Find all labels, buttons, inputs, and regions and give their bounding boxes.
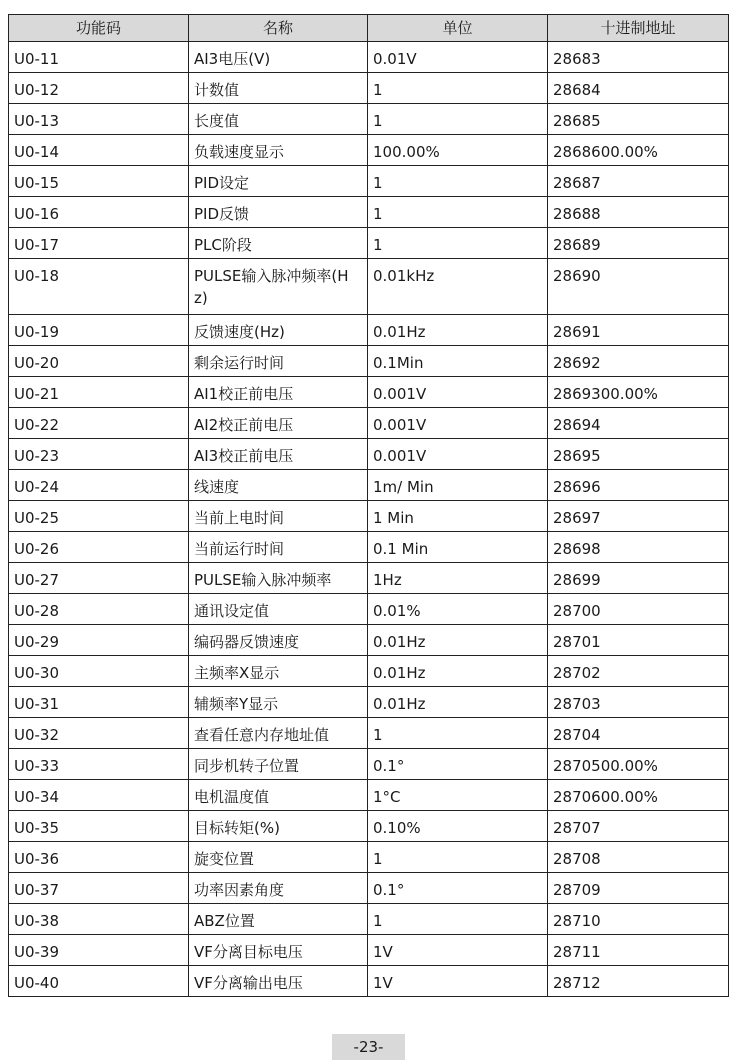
table-row: [9, 42, 729, 73]
cell-function-code: U0-28: [9, 594, 189, 625]
cell-function-code: U0-36: [9, 842, 189, 873]
table-row: [9, 259, 729, 315]
table-row: [9, 594, 729, 625]
table-row: [9, 470, 729, 501]
cell-name: 线速度: [189, 470, 368, 501]
cell-decimal-address: 28697: [548, 501, 729, 532]
cell-name: 负载速度显示: [189, 135, 368, 166]
table-row: [9, 315, 729, 346]
cell-function-code: U0-19: [9, 315, 189, 346]
cell-name: 旋变位置: [189, 842, 368, 873]
cell-function-code: U0-13: [9, 104, 189, 135]
cell-unit: 1: [368, 718, 548, 749]
cell-decimal-address: 28689: [548, 228, 729, 259]
table-row: [9, 377, 729, 408]
cell-function-code: U0-34: [9, 780, 189, 811]
cell-decimal-address: 28692: [548, 346, 729, 377]
cell-name: VF分离目标电压: [189, 935, 368, 966]
table-body: [9, 42, 729, 997]
cell-function-code: U0-16: [9, 197, 189, 228]
cell-unit: 0.01Hz: [368, 625, 548, 656]
cell-unit: 0.001V: [368, 439, 548, 470]
table-row: [9, 687, 729, 718]
table-header-row: [9, 15, 729, 42]
table-row: [9, 135, 729, 166]
cell-function-code: U0-27: [9, 563, 189, 594]
table-row: [9, 718, 729, 749]
cell-unit: 100.00%: [368, 135, 548, 166]
cell-name: 主频率X显示: [189, 656, 368, 687]
table-row: [9, 197, 729, 228]
cell-function-code: U0-35: [9, 811, 189, 842]
cell-decimal-address: 28711: [548, 935, 729, 966]
cell-unit: 0.10%: [368, 811, 548, 842]
cell-decimal-address: 28702: [548, 656, 729, 687]
table-row: [9, 656, 729, 687]
cell-decimal-address: 28698: [548, 532, 729, 563]
cell-decimal-address: 28695: [548, 439, 729, 470]
cell-decimal-address: 2869300.00%: [548, 377, 729, 408]
page-number: -23-: [332, 1034, 405, 1060]
cell-decimal-address: 28700: [548, 594, 729, 625]
cell-function-code: U0-23: [9, 439, 189, 470]
cell-unit: 1°C: [368, 780, 548, 811]
cell-decimal-address: 28687: [548, 166, 729, 197]
cell-decimal-address: 28696: [548, 470, 729, 501]
cell-decimal-address: 28694: [548, 408, 729, 439]
cell-function-code: U0-38: [9, 904, 189, 935]
cell-function-code: U0-30: [9, 656, 189, 687]
table-row: [9, 811, 729, 842]
header-decimal-address: 十进制地址: [548, 15, 729, 42]
cell-name: PULSE输入脉冲频率: [189, 563, 368, 594]
cell-name: PID反馈: [189, 197, 368, 228]
table-row: [9, 749, 729, 780]
cell-function-code: U0-24: [9, 470, 189, 501]
cell-function-code: U0-22: [9, 408, 189, 439]
cell-function-code: U0-18: [9, 259, 189, 315]
cell-name: 反馈速度(Hz): [189, 315, 368, 346]
cell-unit: 1: [368, 842, 548, 873]
table-row: [9, 966, 729, 997]
cell-name: 目标转矩(%): [189, 811, 368, 842]
cell-unit: 1: [368, 197, 548, 228]
cell-function-code: U0-29: [9, 625, 189, 656]
cell-name: AI3电压(V): [189, 42, 368, 73]
cell-unit: 1: [368, 104, 548, 135]
table-row: [9, 904, 729, 935]
cell-name: 通讯设定值: [189, 594, 368, 625]
cell-function-code: U0-33: [9, 749, 189, 780]
cell-name: 同步机转子位置: [189, 749, 368, 780]
cell-unit: 0.1°: [368, 873, 548, 904]
table-row: [9, 228, 729, 259]
cell-unit: 1: [368, 228, 548, 259]
cell-function-code: U0-17: [9, 228, 189, 259]
table-row: [9, 873, 729, 904]
cell-name: PLC阶段: [189, 228, 368, 259]
table-row: [9, 439, 729, 470]
cell-name: 辅频率Y显示: [189, 687, 368, 718]
table-row: [9, 408, 729, 439]
cell-unit: 1: [368, 166, 548, 197]
cell-unit: 0.01kHz: [368, 259, 548, 315]
cell-name: 当前上电时间: [189, 501, 368, 532]
cell-function-code: U0-40: [9, 966, 189, 997]
cell-unit: 0.01V: [368, 42, 548, 73]
cell-decimal-address: 28709: [548, 873, 729, 904]
cell-unit: 1: [368, 73, 548, 104]
table-row: [9, 73, 729, 104]
cell-decimal-address: 28684: [548, 73, 729, 104]
table-row: [9, 563, 729, 594]
cell-name: AI2校正前电压: [189, 408, 368, 439]
table-row: [9, 501, 729, 532]
table-row: [9, 166, 729, 197]
cell-unit: 0.1°: [368, 749, 548, 780]
cell-function-code: U0-31: [9, 687, 189, 718]
cell-function-code: U0-11: [9, 42, 189, 73]
cell-unit: 0.001V: [368, 408, 548, 439]
cell-unit: 0.1Min: [368, 346, 548, 377]
cell-function-code: U0-37: [9, 873, 189, 904]
cell-unit: 0.1 Min: [368, 532, 548, 563]
parameter-table: [8, 14, 729, 997]
cell-function-code: U0-25: [9, 501, 189, 532]
cell-name: 长度值: [189, 104, 368, 135]
cell-function-code: U0-32: [9, 718, 189, 749]
cell-decimal-address: 28683: [548, 42, 729, 73]
cell-unit: 0.01Hz: [368, 656, 548, 687]
cell-name: VF分离输出电压: [189, 966, 368, 997]
cell-name: 电机温度值: [189, 780, 368, 811]
cell-function-code: U0-39: [9, 935, 189, 966]
cell-decimal-address: 28708: [548, 842, 729, 873]
cell-unit: 1 Min: [368, 501, 548, 532]
table-row: [9, 532, 729, 563]
cell-decimal-address: 28685: [548, 104, 729, 135]
cell-function-code: U0-20: [9, 346, 189, 377]
cell-function-code: U0-14: [9, 135, 189, 166]
cell-unit: 1Hz: [368, 563, 548, 594]
cell-name: PID设定: [189, 166, 368, 197]
cell-name: 编码器反馈速度: [189, 625, 368, 656]
cell-name: PULSE输入脉冲频率(Hz): [189, 259, 368, 315]
cell-name: 剩余运行时间: [189, 346, 368, 377]
cell-unit: 1: [368, 904, 548, 935]
cell-decimal-address: 28704: [548, 718, 729, 749]
cell-unit: 1m/ Min: [368, 470, 548, 501]
cell-decimal-address: 28707: [548, 811, 729, 842]
cell-decimal-address: 28710: [548, 904, 729, 935]
table-row: [9, 935, 729, 966]
table-row: [9, 842, 729, 873]
cell-unit: 0.01Hz: [368, 315, 548, 346]
cell-name: 查看任意内存地址值: [189, 718, 368, 749]
header-unit: 单位: [368, 15, 548, 42]
cell-name: 计数值: [189, 73, 368, 104]
cell-unit: 0.01Hz: [368, 687, 548, 718]
cell-unit: 1V: [368, 935, 548, 966]
cell-name: AI3校正前电压: [189, 439, 368, 470]
cell-name: 功率因素角度: [189, 873, 368, 904]
cell-name: AI1校正前电压: [189, 377, 368, 408]
cell-decimal-address: 2868600.00%: [548, 135, 729, 166]
cell-unit: 0.01%: [368, 594, 548, 625]
cell-unit: 1V: [368, 966, 548, 997]
table-row: [9, 780, 729, 811]
cell-decimal-address: 28688: [548, 197, 729, 228]
cell-function-code: U0-21: [9, 377, 189, 408]
cell-decimal-address: 28690: [548, 259, 729, 315]
cell-name: ABZ位置: [189, 904, 368, 935]
cell-function-code: U0-12: [9, 73, 189, 104]
cell-function-code: U0-15: [9, 166, 189, 197]
cell-decimal-address: 28712: [548, 966, 729, 997]
cell-name: 当前运行时间: [189, 532, 368, 563]
cell-decimal-address: 2870600.00%: [548, 780, 729, 811]
table-row: [9, 104, 729, 135]
cell-decimal-address: 2870500.00%: [548, 749, 729, 780]
cell-unit: 0.001V: [368, 377, 548, 408]
cell-decimal-address: 28703: [548, 687, 729, 718]
cell-function-code: U0-26: [9, 532, 189, 563]
table-row: [9, 346, 729, 377]
cell-decimal-address: 28691: [548, 315, 729, 346]
table-row: [9, 625, 729, 656]
header-function-code: 功能码: [9, 15, 189, 42]
cell-decimal-address: 28699: [548, 563, 729, 594]
header-name: 名称: [189, 15, 368, 42]
cell-decimal-address: 28701: [548, 625, 729, 656]
